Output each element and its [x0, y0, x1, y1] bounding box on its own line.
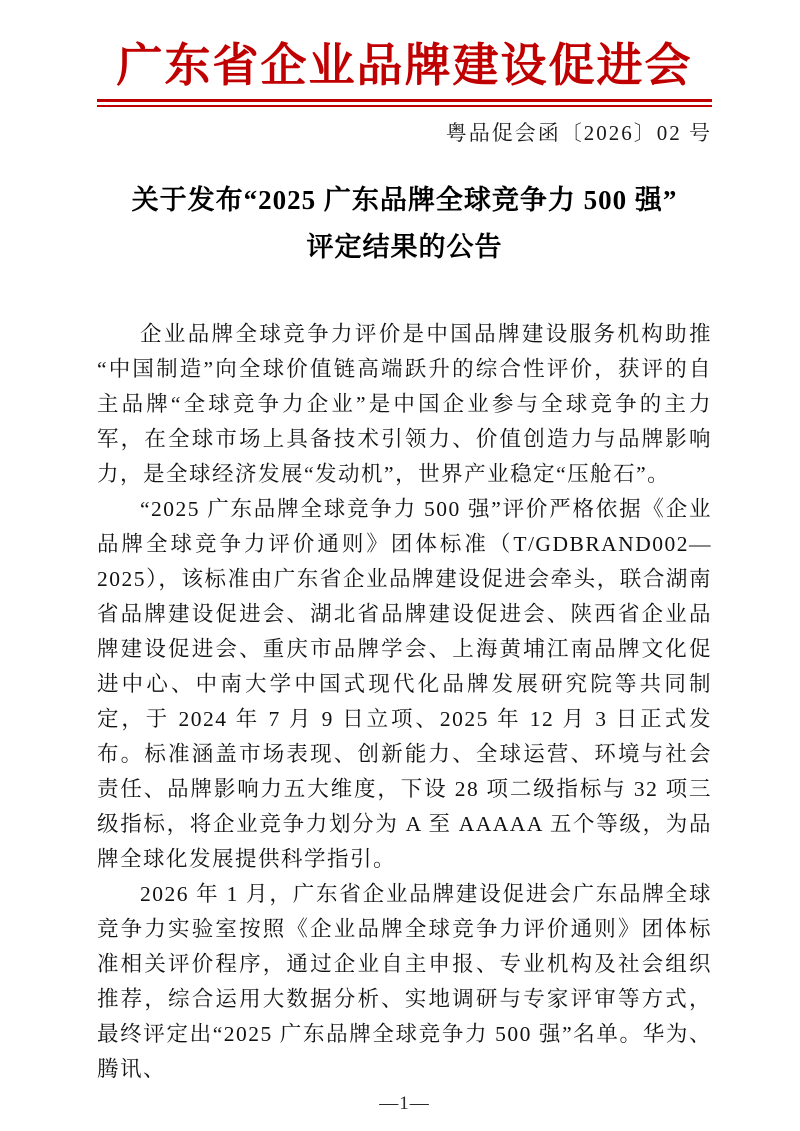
page-number: —1— [379, 1092, 430, 1114]
red-divider [97, 99, 712, 107]
doc-number: 粤品促会函〔2026〕02 号 [445, 120, 712, 145]
paragraph-3: 2026 年 1 月，广东省企业品牌建设促进会广东品牌全球竞争力实验室按照《企业品牌全球竞争力评价通则》团体标准相关评价程序，通过企业自主申报、专业机构及社会组织推荐，综合运用大数据分析、实地调研与专家评审等方式，最终评定出“2025 广东品牌全球竞争力 500 强”名单。华为、腾讯、 [97, 881, 712, 1081]
org-title: 广东省企业品牌建设促进会 [116, 40, 693, 91]
doc-title-line1: 关于发布“2025 广东品牌全球竞争力 500 强” [131, 184, 678, 215]
paragraph-2: “2025 广东品牌全球竞争力 500 强”评价严格依据《企业品牌全球竞争力评价通则》团体标准（T/GDBRAND002—2025），该标准由广东省企业品牌建设促进会牵头，联合湖南省品牌建设促进会、湖北省品牌建设促进会、陕西省企业品牌建设促进会、重庆市品牌学会、上海黄埔江南品牌文化促进中心、中南大学中国式现代化品牌发展研究院等共同制定，于 2024 年 7 月 9 日立项、2025 年 12 月 3 日正式发布。标准涵盖市场表现、创新能力、全球运营、环境与社会责任、品牌影响力五大维度，下设 28 项二级指标与 32 项三级指标，将企业竞争力划分为 A 至 AAAAA 五个等级，为品牌全球化发展提供科学指引。 [97, 496, 712, 871]
doc-title-line2: 评定结果的公告 [306, 231, 503, 262]
page-footer [97, 1093, 712, 1115]
doc-body [97, 317, 712, 1087]
red-divider-thin-line [97, 105, 712, 107]
paragraph-1: 企业品牌全球竞争力评价是中国品牌建设服务机构助推“中国制造”向全球价值链高端跃升的综合性评价，获评的自主品牌“全球竞争力企业”是中国企业参与全球竞争的主力军，在全球市场上具备技术引领力、价值创造力与品牌影响力，是全球经济发展“发动机”，世界产业稳定“压舱石”。 [97, 321, 712, 486]
letterhead [97, 38, 712, 147]
doc-title [97, 177, 712, 271]
